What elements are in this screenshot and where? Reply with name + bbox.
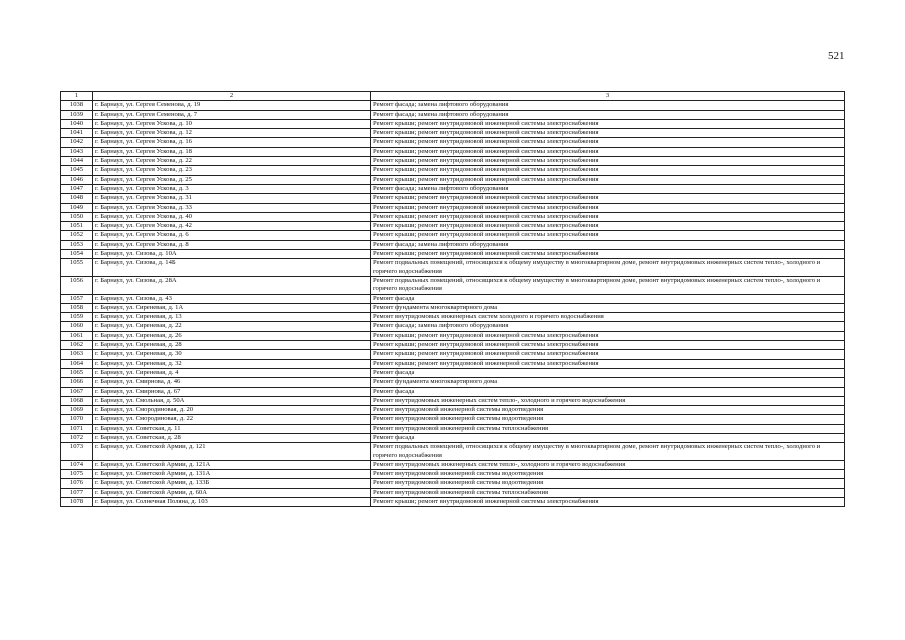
row-work: Ремонт крыши; ремонт внутридомовой инженерной системы электроснабжения [371, 331, 845, 340]
row-number: 1047 [61, 184, 93, 193]
column-header-number: 1 [61, 92, 93, 101]
row-address: г. Барнаул, ул. Сизова, д. 10А [93, 250, 371, 259]
row-number: 1042 [61, 138, 93, 147]
table-row [61, 157, 845, 166]
row-work: Ремонт внутридомовых инженерных систем тепло-, холодного и горячего водоснабжения [371, 396, 845, 405]
row-work: Ремонт крыши; ремонт внутридомовой инженерной системы электроснабжения [371, 129, 845, 138]
row-address: г. Барнаул, ул. Сергея Ускова, д. 23 [93, 166, 371, 175]
table-row [61, 387, 845, 396]
row-number: 1065 [61, 368, 93, 377]
table-row [61, 313, 845, 322]
table-row [61, 479, 845, 488]
table-row [61, 350, 845, 359]
row-number: 1068 [61, 396, 93, 405]
row-address: г. Барнаул, ул. Смольная, д. 50А [93, 396, 371, 405]
row-work: Ремонт фасада; замена лифтового оборудования [371, 110, 845, 119]
row-address: г. Барнаул, ул. Сергея Ускова, д. 22 [93, 157, 371, 166]
table-row [61, 129, 845, 138]
table-row [61, 194, 845, 203]
row-address: г. Барнаул, ул. Сергея Ускова, д. 8 [93, 240, 371, 249]
row-number: 1056 [61, 276, 93, 294]
row-number: 1075 [61, 470, 93, 479]
table-row [61, 470, 845, 479]
row-work: Ремонт крыши; ремонт внутридомовой инженерной системы электроснабжения [371, 203, 845, 212]
row-address: г. Барнаул, ул. Советской Армии, д. 121А [93, 460, 371, 469]
row-address: г. Барнаул, ул. Сергея Ускова, д. 42 [93, 222, 371, 231]
row-work: Ремонт крыши; ремонт внутридомовой инженерной системы электроснабжения [371, 119, 845, 128]
row-work: Ремонт крыши; ремонт внутридомовой инженерной системы электроснабжения [371, 175, 845, 184]
row-address: г. Барнаул, ул. Смирнова, д. 46 [93, 378, 371, 387]
table-row [61, 433, 845, 442]
row-number: 1045 [61, 166, 93, 175]
table-row [61, 396, 845, 405]
table-row [61, 138, 845, 147]
row-number: 1040 [61, 119, 93, 128]
table-row [61, 294, 845, 303]
table-row [61, 110, 845, 119]
row-address: г. Барнаул, ул. Сизова, д. 43 [93, 294, 371, 303]
row-number: 1071 [61, 424, 93, 433]
row-address: г. Барнаул, ул. Сергея Семенова, д. 19 [93, 101, 371, 110]
row-number: 1053 [61, 240, 93, 249]
repair-registry-table [60, 91, 845, 507]
table-row [61, 424, 845, 433]
table-row [61, 212, 845, 221]
row-work: Ремонт фасада; замена лифтового оборудования [371, 184, 845, 193]
row-address: г. Барнаул, ул. Советская, д. 28 [93, 433, 371, 442]
row-work: Ремонт крыши; ремонт внутридомовой инженерной системы электроснабжения [371, 222, 845, 231]
row-number: 1057 [61, 294, 93, 303]
table-row [61, 322, 845, 331]
row-number: 1072 [61, 433, 93, 442]
row-work: Ремонт крыши; ремонт внутридомовой инженерной системы электроснабжения [371, 498, 845, 507]
row-number: 1078 [61, 498, 93, 507]
row-work: Ремонт фундамента многоквартирного дома [371, 378, 845, 387]
row-number: 1069 [61, 406, 93, 415]
row-work: Ремонт крыши; ремонт внутридомовой инженерной системы электроснабжения [371, 138, 845, 147]
row-work: Ремонт крыши; ремонт внутридомовой инженерной системы электроснабжения [371, 359, 845, 368]
table-row [61, 368, 845, 377]
row-work: Ремонт внутридомовой инженерной системы водоотведения [371, 479, 845, 488]
row-number: 1061 [61, 331, 93, 340]
row-work: Ремонт внутридомовой инженерной системы водоотведения [371, 406, 845, 415]
row-number: 1048 [61, 194, 93, 203]
row-address: г. Барнаул, ул. Сергея Ускова, д. 10 [93, 119, 371, 128]
row-work: Ремонт фасада [371, 387, 845, 396]
row-number: 1049 [61, 203, 93, 212]
row-work: Ремонт внутридомовой инженерной системы теплоснабжения [371, 488, 845, 497]
table-row [61, 415, 845, 424]
row-number: 1070 [61, 415, 93, 424]
table-row [61, 175, 845, 184]
row-work: Ремонт внутридомовой инженерной системы водоотведения [371, 415, 845, 424]
page-number: 521 [828, 50, 845, 62]
row-address: г. Барнаул, ул. Смородиновая, д. 22 [93, 415, 371, 424]
row-number: 1038 [61, 101, 93, 110]
row-number: 1073 [61, 443, 93, 461]
row-number: 1041 [61, 129, 93, 138]
table-row [61, 378, 845, 387]
row-work: Ремонт крыши; ремонт внутридомовой инженерной системы электроснабжения [371, 194, 845, 203]
row-number: 1054 [61, 250, 93, 259]
table-row [61, 488, 845, 497]
row-address: г. Барнаул, ул. Советской Армии, д. 121 [93, 443, 371, 461]
column-header-work: 3 [371, 92, 845, 101]
row-number: 1044 [61, 157, 93, 166]
table-row [61, 331, 845, 340]
row-address: г. Барнаул, ул. Сергея Ускова, д. 12 [93, 129, 371, 138]
row-number: 1066 [61, 378, 93, 387]
row-work: Ремонт подвальных помещений, относящихся к общему имуществу в многоквартирном доме, ремонт внутридомовых инженерных систем тепло-, холодного и горячего водоснабжения [371, 443, 845, 461]
row-number: 1077 [61, 488, 93, 497]
row-address: г. Барнаул, ул. Сергея Ускова, д. 16 [93, 138, 371, 147]
row-address: г. Барнаул, ул. Сергея Ускова, д. 40 [93, 212, 371, 221]
row-address: г. Барнаул, ул. Советской Армии, д. 133Б [93, 479, 371, 488]
row-address: г. Барнаул, ул. Смирнова, д. 67 [93, 387, 371, 396]
table-row [61, 498, 845, 507]
row-address: г. Барнаул, ул. Советская, д. 11 [93, 424, 371, 433]
row-number: 1067 [61, 387, 93, 396]
column-header-address: 2 [93, 92, 371, 101]
row-work: Ремонт фасада; замена лифтового оборудования [371, 322, 845, 331]
row-number: 1076 [61, 479, 93, 488]
row-number: 1058 [61, 303, 93, 312]
row-number: 1074 [61, 460, 93, 469]
row-work: Ремонт крыши; ремонт внутридомовой инженерной системы электроснабжения [371, 350, 845, 359]
row-work: Ремонт подвальных помещений, относящихся к общему имуществу в многоквартирном доме, ремонт внутридомовых инженерных систем тепло-, холодного и горячего водоснабжения [371, 259, 845, 277]
row-address: г. Барнаул, ул. Сергея Ускова, д. 18 [93, 147, 371, 156]
table-row [61, 259, 845, 277]
row-number: 1055 [61, 259, 93, 277]
row-address: г. Барнаул, ул. Сиреневая, д. 28 [93, 341, 371, 350]
row-work: Ремонт крыши; ремонт внутридомовой инженерной системы электроснабжения [371, 212, 845, 221]
table-row [61, 119, 845, 128]
row-number: 1039 [61, 110, 93, 119]
row-work: Ремонт крыши; ремонт внутридомовой инженерной системы электроснабжения [371, 231, 845, 240]
table-row [61, 184, 845, 193]
row-work: Ремонт фасада; замена лифтового оборудования [371, 240, 845, 249]
row-number: 1052 [61, 231, 93, 240]
table-row [61, 303, 845, 312]
row-work: Ремонт фасада [371, 433, 845, 442]
table-row [61, 147, 845, 156]
table-row [61, 222, 845, 231]
row-work: Ремонт крыши; ремонт внутридомовой инженерной системы электроснабжения [371, 341, 845, 350]
table-row [61, 406, 845, 415]
row-work: Ремонт крыши; ремонт внутридомовой инженерной системы электроснабжения [371, 166, 845, 175]
row-work: Ремонт крыши; ремонт внутридомовой инженерной системы электроснабжения [371, 157, 845, 166]
row-address: г. Барнаул, ул. Сергея Ускова, д. 6 [93, 231, 371, 240]
table-row [61, 341, 845, 350]
table-row [61, 443, 845, 461]
row-address: г. Барнаул, ул. Сиреневая, д. 26 [93, 331, 371, 340]
table-row [61, 359, 845, 368]
row-address: г. Барнаул, ул. Сиреневая, д. 13 [93, 313, 371, 322]
row-address: г. Барнаул, ул. Сергея Ускова, д. 31 [93, 194, 371, 203]
table-row [61, 166, 845, 175]
row-address: г. Барнаул, ул. Сизова, д. 14Б [93, 259, 371, 277]
row-number: 1062 [61, 341, 93, 350]
row-address: г. Барнаул, ул. Сиреневая, д. 4 [93, 368, 371, 377]
row-address: г. Барнаул, ул. Сиреневая, д. 30 [93, 350, 371, 359]
row-address: г. Барнаул, ул. Советской Армии, д. 131А [93, 470, 371, 479]
row-number: 1059 [61, 313, 93, 322]
row-address: г. Барнаул, ул. Сергея Ускова, д. 3 [93, 184, 371, 193]
table-row [61, 250, 845, 259]
row-address: г. Барнаул, ул. Сергея Ускова, д. 33 [93, 203, 371, 212]
table-row [61, 101, 845, 110]
row-work: Ремонт крыши; ремонт внутридомовой инженерной системы электроснабжения [371, 250, 845, 259]
table-row [61, 276, 845, 294]
row-address: г. Барнаул, ул. Смородиновая, д. 20 [93, 406, 371, 415]
row-number: 1043 [61, 147, 93, 156]
row-work: Ремонт фасада; замена лифтового оборудования [371, 101, 845, 110]
row-address: г. Барнаул, ул. Сергея Семенова, д. 7 [93, 110, 371, 119]
row-address: г. Барнаул, ул. Сиреневая, д. 22 [93, 322, 371, 331]
row-work: Ремонт фундамента многоквартирного дома [371, 303, 845, 312]
row-work: Ремонт внутридомовых инженерных систем тепло-, холодного и горячего водоснабжения [371, 460, 845, 469]
row-work: Ремонт крыши; ремонт внутридомовой инженерной системы электроснабжения [371, 147, 845, 156]
table-row [61, 460, 845, 469]
row-address: г. Барнаул, ул. Сергея Ускова, д. 25 [93, 175, 371, 184]
row-work: Ремонт внутридомовой инженерной системы теплоснабжения [371, 424, 845, 433]
row-number: 1064 [61, 359, 93, 368]
table-row [61, 203, 845, 212]
row-address: г. Барнаул, ул. Советской Армии, д. 60А [93, 488, 371, 497]
row-work: Ремонт подвальных помещений, относящихся к общему имуществу в многоквартирном доме, ремонт внутридомовых инженерных систем тепло-, холодного и горячего водоснабжения [371, 276, 845, 294]
row-work: Ремонт фасада [371, 294, 845, 303]
row-number: 1060 [61, 322, 93, 331]
row-number: 1063 [61, 350, 93, 359]
row-address: г. Барнаул, ул. Сизова, д. 28А [93, 276, 371, 294]
row-work: Ремонт внутридомовой инженерной системы водоотведения [371, 470, 845, 479]
row-number: 1046 [61, 175, 93, 184]
table-body [61, 101, 845, 507]
table-row [61, 240, 845, 249]
row-number: 1051 [61, 222, 93, 231]
row-work: Ремонт внутридомовых инженерных систем холодного и горячего водоснабжения [371, 313, 845, 322]
row-address: г. Барнаул, ул. Солнечная Поляна, д. 103 [93, 498, 371, 507]
row-work: Ремонт фасада [371, 368, 845, 377]
row-address: г. Барнаул, ул. Сиреневая, д. 32 [93, 359, 371, 368]
table-header-row [61, 92, 845, 101]
row-address: г. Барнаул, ул. Сиреневая, д. 1А [93, 303, 371, 312]
table-row [61, 231, 845, 240]
row-number: 1050 [61, 212, 93, 221]
